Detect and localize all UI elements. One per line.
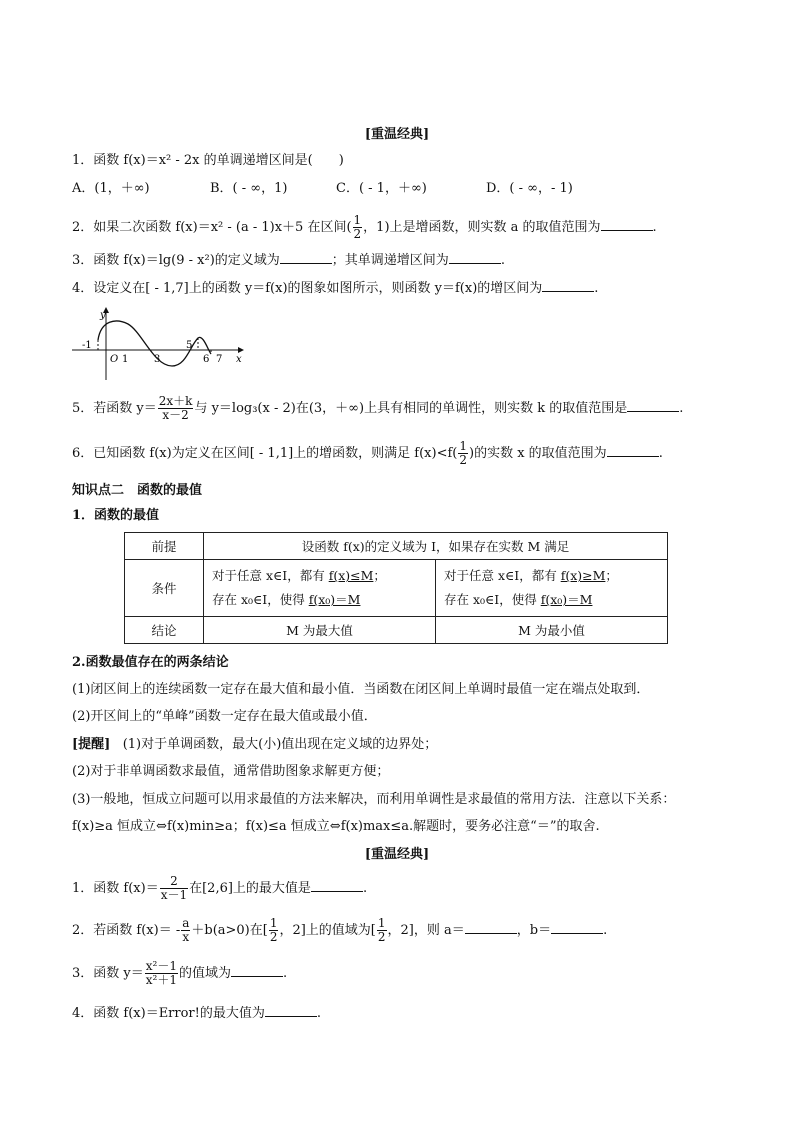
question-5: 5．若函数 y＝ $\frac{2x+k}{x-2}$ 与 y＝log₃(x - 2)在(3，＋∞)上具有相同的单调性，则实数 k 的取值范围是 . — [72, 394, 684, 422]
tick-label: 1 — [122, 354, 129, 365]
x-axis-label: x — [236, 354, 242, 365]
answer-blank — [551, 921, 603, 934]
fraction: $\frac{2x+k}{x-2}$ — [158, 394, 193, 422]
fraction: $\frac{1}{2}$ — [269, 916, 278, 944]
practice-4: 4．函数 f(x)＝Error!的最大值为 . — [72, 1006, 322, 1021]
y-axis-label: y — [100, 310, 106, 321]
fraction: $\frac{a}{x}$ — [182, 916, 190, 944]
table-cell: 前提 — [125, 533, 204, 560]
table-cell: 条件 — [125, 560, 204, 617]
table-cell: 对于任意 x∈I，都有 f(x)≥M； 存在 x₀∈I，使得 f(x₀)＝M — [436, 560, 668, 617]
table-cell: M 为最小值 — [436, 617, 668, 644]
practice-2: 2．若函数 f(x)＝ - $\frac{a}{x}$ ＋b(a>0)在[ $\frac{1}{2}$ ，2]上的值域为[ $\frac{1}{2}$ ，2]，则 a＝ ，b＝ . — [72, 916, 608, 944]
tip-label: [提醒] — [72, 737, 111, 752]
question-1-option-b: B．( - ∞，1) — [210, 181, 288, 196]
fraction: $\frac{1}{2}$ — [353, 213, 362, 241]
question-2-text-after: ，1)上是增函数，则实数 a 的取值范围为 — [363, 220, 601, 235]
question-6: 6．已知函数 f(x)为定义在区间[ - 1,1]上的增函数，则满足 f(x)<f( $\frac{1}{2}$ )的实数 x 的取值范围为 . — [72, 439, 663, 467]
table-row — [125, 533, 668, 560]
table-cell: 设函数 f(x)的定义域为 I，如果存在实数 M 满足 — [204, 533, 668, 560]
subsection-title-1: 1．函数的最值 — [72, 508, 160, 523]
conclusion-1: (1)闭区间上的连续函数一定存在最大值和最小值．当函数在闭区间上单调时最值一定在端点处取到． — [72, 682, 650, 697]
answer-blank — [601, 218, 653, 231]
practice-3: 3．函数 y＝ $\frac{\text{x²－1}}{\text{x²＋1}}$ 的值域为 . — [72, 959, 288, 987]
x-axis-arrow — [238, 347, 244, 353]
question-2: 2．如果二次函数 f(x)＝x² - (a - 1)x＋5 在区间( $\frac{1}{2}$ ，1)上是增函数，则实数 a 的取值范围为 . — [72, 213, 657, 241]
question-4: 4．设定义在[ - 1,7]上的函数 y＝f(x)的图象如图所示，则函数 y＝f(x)的增区间为 . — [72, 281, 599, 296]
question-3: 3．函数 f(x)＝lg(9 - x²)的定义域为 ；其单调递增区间为 . — [72, 253, 505, 268]
fraction: $\frac{1}{2}$ — [459, 439, 468, 467]
tip-2: (2)对于非单调函数求最值，通常借助图象求解更方便； — [72, 764, 390, 779]
question-2-text-before: 2．如果二次函数 f(x)＝x² - (a - 1)x＋5 在区间( — [72, 220, 352, 235]
table-cell: M 为最大值 — [204, 617, 436, 644]
tick-label: 5 — [186, 340, 193, 351]
question-1-option-a: A．(1，＋∞) — [72, 181, 150, 196]
fraction: $\frac{2}{x-1}$ — [160, 874, 188, 902]
table-row — [125, 617, 668, 644]
review-title-2: [重温经典] — [364, 847, 430, 862]
answer-blank — [627, 399, 679, 412]
answer-blank — [542, 279, 594, 292]
answer-blank — [265, 1004, 317, 1017]
question-1-option-c: C．( - 1，＋∞) — [336, 181, 427, 196]
answer-blank — [280, 251, 332, 264]
function-graph — [68, 306, 244, 382]
tip-1: [提醒] (1)对于单调函数，最大(小)值出现在定义域的边界处； — [72, 737, 438, 752]
table-cell: 对于任意 x∈I，都有 f(x)≤M； 存在 x₀∈I，使得 f(x₀)＝M — [204, 560, 436, 617]
fraction: $\frac{\text{x²－1}}{\text{x²＋1}}$ — [145, 959, 177, 987]
conclusion-2: (2)开区间上的“单峰”函数一定存在最大值或最小值． — [72, 709, 377, 724]
practice-1: 1．函数 f(x)＝ $\frac{2}{x-1}$ 在[2,6]上的最大值是 . — [72, 874, 368, 902]
section-title: 知识点二 函数的最值 — [72, 483, 203, 498]
tick-label: -1 — [82, 340, 92, 351]
question-1-option-d: D．( - ∞，- 1) — [486, 181, 573, 196]
tip-3: (3)一般地，恒成立问题可以用求最值的方法来解决，而利用单调性是求最值的常用方法．注意以下关系： — [72, 792, 676, 807]
tip-4: f(x)≥a 恒成立⇔f(x)min≥a；f(x)≤a 恒成立⇔f(x)max≤a.解题时，要务必注意“＝”的取舍. — [72, 819, 600, 834]
answer-blank — [311, 879, 363, 892]
review-title-1: [重温经典] — [364, 127, 430, 142]
origin-label: O — [110, 354, 119, 365]
answer-blank — [449, 251, 501, 264]
answer-blank — [465, 921, 517, 934]
tick-label: 6 — [203, 354, 210, 365]
answer-blank — [231, 964, 283, 977]
tick-label: 3 — [154, 354, 161, 365]
subsection-title-2: 2.函数最值存在的两条结论 — [72, 655, 229, 670]
fraction: $\frac{1}{2}$ — [377, 916, 386, 944]
question-1-stem: 1．函数 f(x)＝x² - 2x 的单调递增区间是( ) — [72, 153, 344, 168]
table-cell: 结论 — [125, 617, 204, 644]
extremum-table — [124, 532, 668, 644]
answer-blank — [607, 444, 659, 457]
table-row — [125, 560, 668, 617]
tick-label: 7 — [216, 354, 223, 365]
